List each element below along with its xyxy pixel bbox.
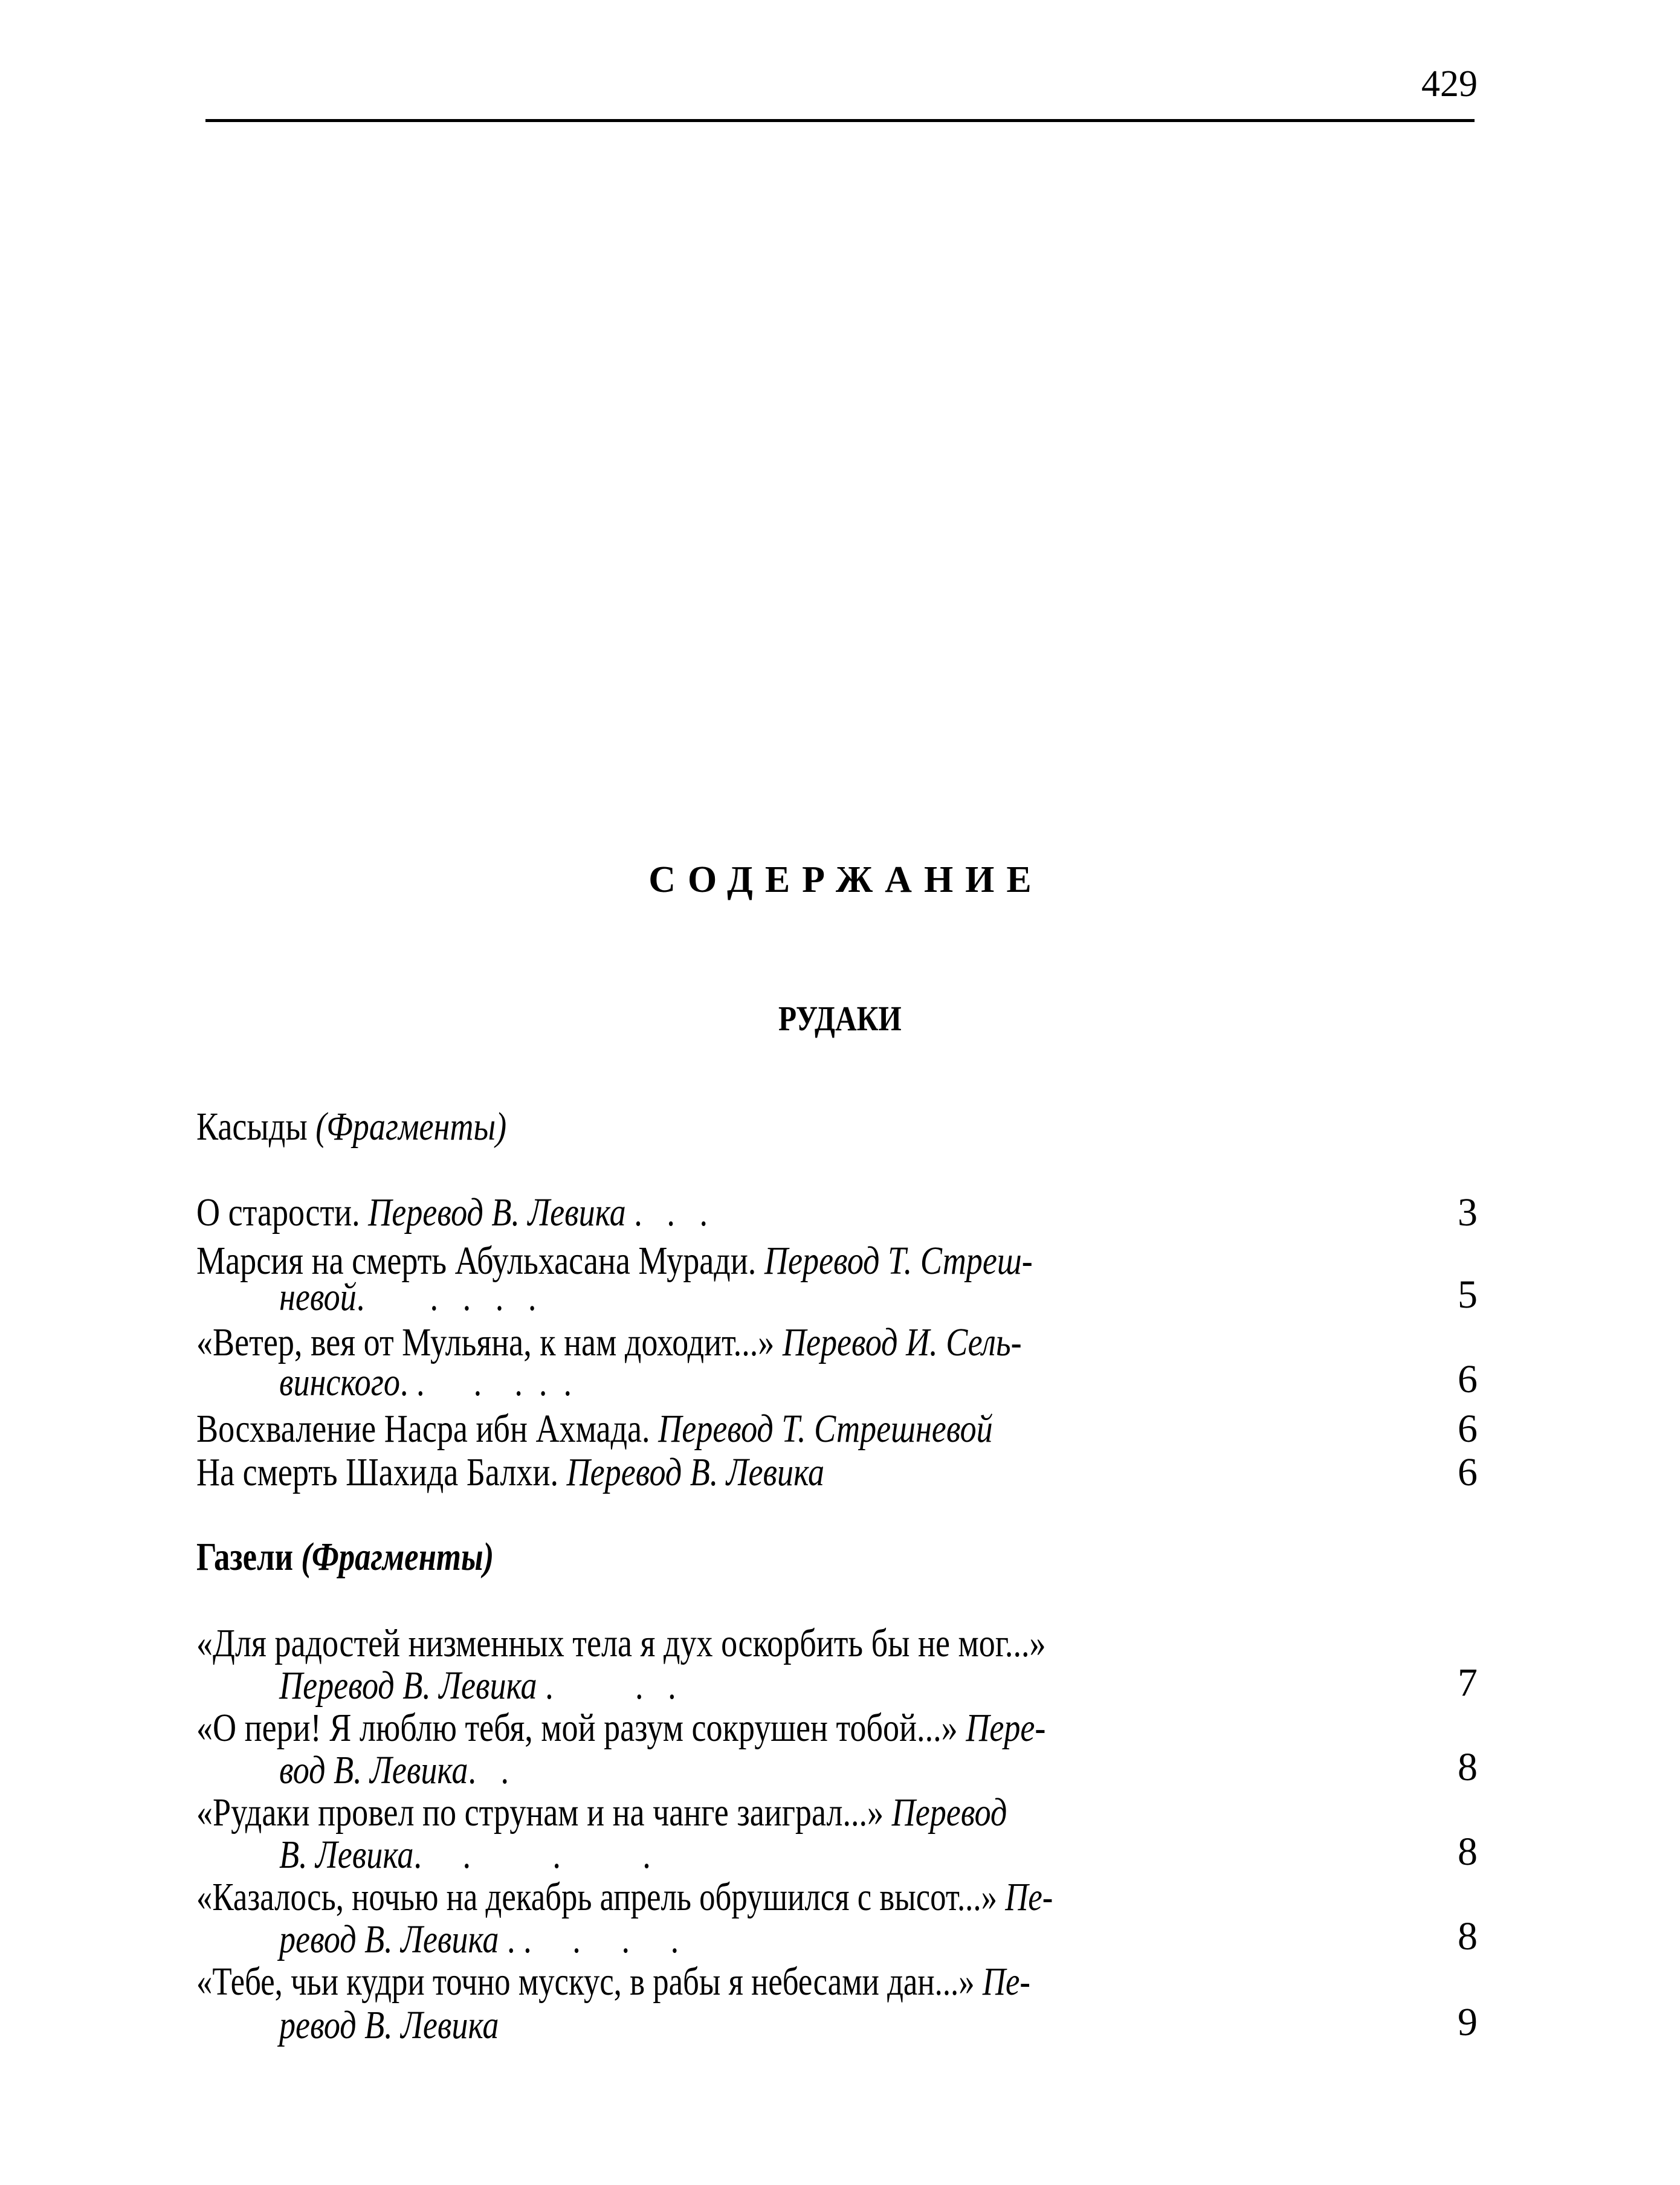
section-heading-gazeli: [196, 1537, 568, 1577]
entry-translator: Перевод: [891, 1790, 1007, 1835]
toc-entry[interactable]: [196, 1450, 962, 1495]
entry-translator: Перевод И. Сель-: [782, 1320, 1022, 1364]
section-heading-kasydy: [196, 1107, 575, 1147]
entry-page-number: 5: [1458, 1273, 1478, 1317]
entry-title: «Рудаки провел по струнам и на чанге заиграл...»: [196, 1790, 884, 1835]
entry-translator-continuation: Перевод В. Левика: [279, 1664, 537, 1708]
entry-title: «Для радостей низменных тела я дух оскорбить бы не мог...»: [196, 1621, 1046, 1665]
author-name: РУДАКИ: [778, 999, 902, 1038]
section-heading-label: Газели: [196, 1535, 294, 1579]
entry-page-number: 3: [1458, 1190, 1478, 1235]
entry-page-number: 8: [1458, 1745, 1478, 1789]
toc-entry-continuation: [279, 2003, 547, 2048]
dot-leader: . . . . . .: [399, 1360, 572, 1404]
entry-translator: Перевод Т. Стреш-: [764, 1239, 1033, 1283]
entry-translator-continuation: невой: [279, 1275, 357, 1319]
entry-page-number: 7: [1458, 1661, 1478, 1705]
entry-title: «Ветер, вея от Мульяна, к нам доходит...»: [196, 1320, 775, 1364]
toc-entry[interactable]: [196, 1320, 1203, 1365]
entry-translator-continuation: В. Левика: [279, 1833, 414, 1877]
dot-leader: . . . .: [413, 1833, 651, 1877]
toc-entry-continuation: [279, 1917, 766, 1962]
dot-leader: . . . . .: [356, 1275, 537, 1319]
entry-title: «О пери! Я люблю тебя, мой разум сокрушен тобой...»: [196, 1706, 958, 1750]
dot-leader: . . .: [537, 1664, 676, 1708]
section-heading-note: (Фрагменты): [315, 1105, 507, 1149]
entry-title: О старости.: [196, 1190, 360, 1235]
entry-title: Марсия на смерть Абульхасана Муради.: [196, 1239, 757, 1283]
section-heading-note: (Фрагменты): [301, 1535, 494, 1579]
entry-title: Восхваление Насра ибн Ахмада.: [196, 1407, 650, 1451]
entry-translator: Пе-: [982, 1960, 1030, 2004]
entry-translator: Перевод В. Левика: [566, 1450, 825, 1494]
toc-entry[interactable]: [196, 1790, 1185, 1835]
entry-title: На смерть Шахида Балхи.: [196, 1450, 558, 1494]
toc-entry-continuation: [279, 1277, 593, 1320]
dot-leader: . . . . .: [499, 1917, 679, 1961]
toc-entry[interactable]: [196, 1621, 1232, 1666]
entry-page-number: 6: [1458, 1357, 1478, 1401]
entry-translator-continuation: вод В. Левика: [279, 1748, 468, 1792]
section-heading-label: Касыды: [196, 1105, 308, 1149]
toc-entry-continuation: [279, 1835, 732, 1877]
toc-entry[interactable]: [196, 1708, 1232, 1751]
entry-translator-continuation: ревод В. Левика: [279, 1917, 499, 1961]
entry-translator: Перевод Т. Стрешневой: [658, 1407, 993, 1451]
toc-entry[interactable]: [196, 1962, 1239, 2004]
entry-title: «Тебе, чьи кудри точно мускус, в рабы я небесами дан...»: [196, 1960, 975, 2004]
entry-page-number: 6: [1458, 1407, 1478, 1451]
entry-page-number: 9: [1458, 2000, 1478, 2044]
entry-translator: Пере-: [966, 1706, 1046, 1750]
contents-title: СОДЕРЖАНИЕ: [648, 859, 1044, 900]
entry-translator: Перевод В. Левика: [368, 1190, 626, 1235]
entry-translator-continuation: ревод В. Левика: [279, 2003, 499, 2047]
toc-entry-continuation: [279, 1360, 636, 1405]
entry-translator-continuation: винского: [279, 1360, 400, 1404]
toc-entry-continuation: [279, 1748, 559, 1793]
entry-page-number: 6: [1458, 1450, 1478, 1494]
entry-translator: Пе-: [1005, 1875, 1053, 1919]
dot-leader: . . .: [625, 1190, 708, 1235]
entry-title: «Казалось, ночью на декабрь апрель обрушился с высот...»: [196, 1875, 997, 1919]
header-rule: [205, 119, 1475, 122]
entry-page-number: 8: [1458, 1830, 1478, 1874]
toc-entry[interactable]: [196, 1409, 1168, 1451]
toc-entry-continuation: [279, 1666, 763, 1708]
page-number: 429: [1421, 63, 1478, 105]
entry-page-number: 8: [1458, 1914, 1478, 1958]
toc-entry[interactable]: [196, 1190, 820, 1235]
author-heading: [0, 1001, 1680, 1036]
dot-leader: . .: [468, 1748, 509, 1792]
toc-entry[interactable]: [196, 1877, 1267, 1920]
